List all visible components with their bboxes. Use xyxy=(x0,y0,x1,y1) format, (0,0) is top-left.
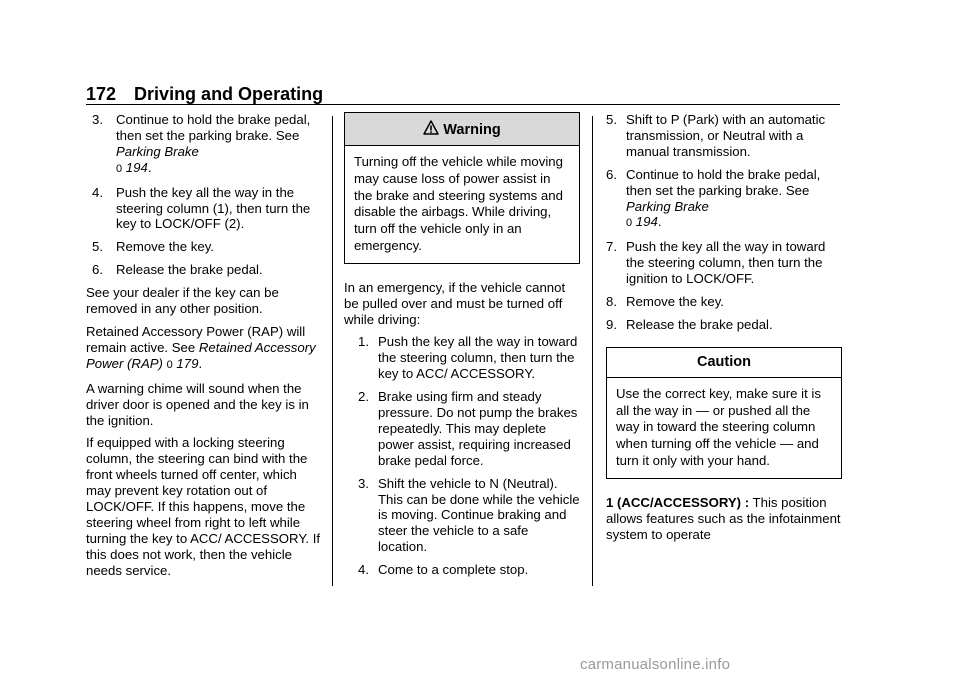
paragraph: If equipped with a locking steering column, the steering can bind with the front wheels turned off center, which may prevent key rotation out of LOCK/OFF. If this happens, move the steering wheel from right to left while turning the key to ACC/ ACCESSORY. If this does not work, then the vehicle needs service. xyxy=(86,435,321,578)
page-ref-icon: 0 xyxy=(166,358,173,371)
step-item xyxy=(606,239,842,287)
cross-ref-link[interactable]: Parking Brake xyxy=(116,143,199,159)
term-label: 1 (ACC/ACCESSORY) : xyxy=(606,494,750,510)
paragraph xyxy=(86,324,322,374)
step-text: Release the brake pedal. xyxy=(626,316,773,332)
warning-box xyxy=(344,112,580,264)
page-ref-icon: 0 xyxy=(116,162,123,175)
page-ref-icon: 0 xyxy=(626,217,633,230)
step-item xyxy=(606,294,842,310)
step-text: Brake using firm and steady pressure. Do not pump the brakes repeatedly. This may deplete power assist, requiring increased brake pedal force. xyxy=(378,389,578,468)
column-1 xyxy=(86,112,322,586)
warning-icon xyxy=(423,120,439,136)
step-item xyxy=(86,239,322,255)
step-number: 9. xyxy=(606,316,617,332)
cross-ref-link[interactable]: Retained Accessory Power (RAP) xyxy=(86,339,316,371)
section-title: Driving and Operating xyxy=(134,84,324,104)
warning-header xyxy=(345,113,579,146)
header-rule xyxy=(86,104,840,105)
step-item xyxy=(86,262,322,278)
caution-header: Caution xyxy=(607,348,841,378)
paragraph: A warning chime will sound when the driver door is opened and the key is in the ignition. xyxy=(86,380,309,428)
page-ref[interactable]: 194 xyxy=(635,214,658,230)
step-number: 1. xyxy=(358,334,369,350)
step-number: 4. xyxy=(92,184,103,200)
step-text: Push the key all the way in the steering column (1), then turn the key to LOCK/OFF (2). xyxy=(116,184,311,232)
column-2 xyxy=(344,112,580,585)
page-header xyxy=(86,84,323,105)
step-item xyxy=(86,185,322,233)
step-text: Push the key all the way in toward the steering column, then turn the ignition to LOCK/OFF. xyxy=(626,239,826,287)
page-number: 172 xyxy=(86,84,117,104)
step-number: 5. xyxy=(606,112,617,127)
step-text: Push the key all the way in toward the steering column, then turn the key to ACC/ ACCESSORY. xyxy=(378,334,578,382)
page-ref[interactable]: 179 xyxy=(176,355,199,371)
column-3 xyxy=(606,112,842,549)
page-ref[interactable]: 194 xyxy=(125,159,148,175)
step-text: Come to a complete stop. xyxy=(378,562,529,578)
warning-title: Warning xyxy=(443,122,501,138)
step-number: 3. xyxy=(92,112,103,127)
step-text: Shift to P (Park) with an automatic transmission, or Neutral with a manual transmission. xyxy=(626,112,826,159)
punctuation: . xyxy=(198,355,203,371)
step-number: 2. xyxy=(358,389,369,405)
column-divider-2 xyxy=(592,116,593,586)
step-item xyxy=(606,112,842,160)
step-item xyxy=(344,562,580,578)
step-number: 8. xyxy=(606,294,617,310)
step-item xyxy=(344,476,580,556)
punctuation: . xyxy=(147,159,152,175)
column-divider-1 xyxy=(332,116,333,586)
step-number: 5. xyxy=(92,239,103,255)
warning-body: Turning off the vehicle while moving may cause loss of power assist in the brake and steering systems and disable the airbags. While driving, turn off the vehicle only in an emergency. xyxy=(354,153,563,253)
step-number: 3. xyxy=(358,475,369,491)
step-item xyxy=(606,317,842,333)
paragraph-text: This position allows features such as the infotainment system to operate xyxy=(606,494,841,542)
paragraph xyxy=(606,495,842,543)
punctuation: . xyxy=(657,214,662,230)
step-text: Release the brake pedal. xyxy=(116,262,263,278)
step-text: Remove the key. xyxy=(116,239,214,255)
step-text: Shift the vehicle to N (Neutral). This can be done while the vehicle is moving. Continue braking and steer the vehicle to a safe location. xyxy=(378,475,580,555)
step-number: 6. xyxy=(92,262,103,278)
caution-box xyxy=(606,347,842,479)
paragraph-text: Retained Accessory Power (RAP) will remain active. See xyxy=(86,323,306,355)
step-number: 4. xyxy=(358,562,369,578)
step-item xyxy=(344,334,580,382)
watermark: carmanualsonline.info xyxy=(580,656,731,673)
step-text: Remove the key. xyxy=(626,294,724,310)
step-number: 6. xyxy=(606,166,617,182)
caution-body: Use the correct key, make sure it is all the way in — or pushed all the way in toward the steering column when turning off the vehicle — and turn it only with your hand. xyxy=(616,385,821,468)
step-item xyxy=(606,167,842,233)
step-number: 7. xyxy=(606,239,617,255)
paragraph: See your dealer if the key can be removed in any other position. xyxy=(86,285,279,317)
paragraph: In an emergency, if the vehicle cannot be pulled over and must be turned off while driving: xyxy=(344,279,566,327)
step-item xyxy=(344,389,580,469)
step-text: Continue to hold the brake pedal, then set the parking brake. See xyxy=(116,112,311,143)
step-item xyxy=(86,112,322,178)
cross-ref-link[interactable]: Parking Brake xyxy=(626,198,709,214)
step-text: Continue to hold the brake pedal, then set the parking brake. See xyxy=(626,166,821,198)
